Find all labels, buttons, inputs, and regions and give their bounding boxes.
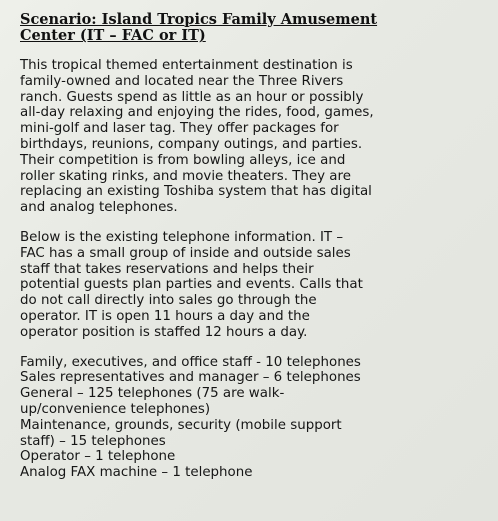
text-line: staff that takes reservations and helps their — [20, 261, 314, 277]
list-item: staff) – 15 telephones — [20, 433, 166, 449]
text-line: family-owned and located near the Three Rivers — [20, 73, 344, 89]
list-item: Sales representatives and manager – 6 telephones — [20, 370, 361, 386]
text-line: birthdays, reunions, company outings, and parties. — [20, 136, 363, 152]
text-line: Their competition is from bowling alleys, ice and — [20, 152, 346, 168]
text-line: FAC has a small group of inside and outside sales — [20, 245, 351, 261]
list-item: up/convenience telephones) — [20, 401, 211, 417]
telephone-info-paragraph — [20, 230, 480, 341]
list-item: Maintenance, grounds, security (mobile support — [20, 417, 342, 433]
text-line: roller skating rinks, and movie theaters. They are — [20, 168, 351, 184]
text-line: and analog telephones. — [20, 200, 178, 216]
text-line: This tropical themed entertainment destination is — [20, 58, 353, 73]
text-line: operator. IT is open 11 hours a day and the — [20, 308, 310, 324]
telephone-list — [20, 355, 480, 481]
text-line: replacing an existing Toshiba system that has digital — [20, 184, 372, 200]
list-item: Operator – 1 telephone — [20, 449, 176, 465]
text-line: Below is the existing telephone information. IT – — [20, 229, 344, 245]
list-item: Family, executives, and office staff - 10 telephones — [20, 354, 361, 370]
text-line: do not call directly into sales go through the — [20, 293, 317, 309]
title-line: Center (IT – FAC or IT) — [20, 27, 206, 44]
text-line: operator position is staffed 12 hours a day. — [20, 324, 308, 340]
scenario-title — [20, 12, 480, 44]
list-item: General – 125 telephones (75 are walk- — [20, 386, 285, 402]
title-line: Scenario: Island Tropics Family Amusement — [20, 11, 378, 28]
text-line: mini-golf and laser tag. They offer packages for — [20, 121, 339, 137]
text-line: ranch. Guests spend as little as an hour or possibly — [20, 89, 364, 105]
list-item: Analog FAX machine – 1 telephone — [20, 465, 253, 481]
text-line: all-day relaxing and enjoying the rides, food, games, — [20, 105, 374, 121]
text-line: potential guests plan parties and events. Calls that — [20, 277, 363, 293]
intro-paragraph — [20, 58, 480, 216]
